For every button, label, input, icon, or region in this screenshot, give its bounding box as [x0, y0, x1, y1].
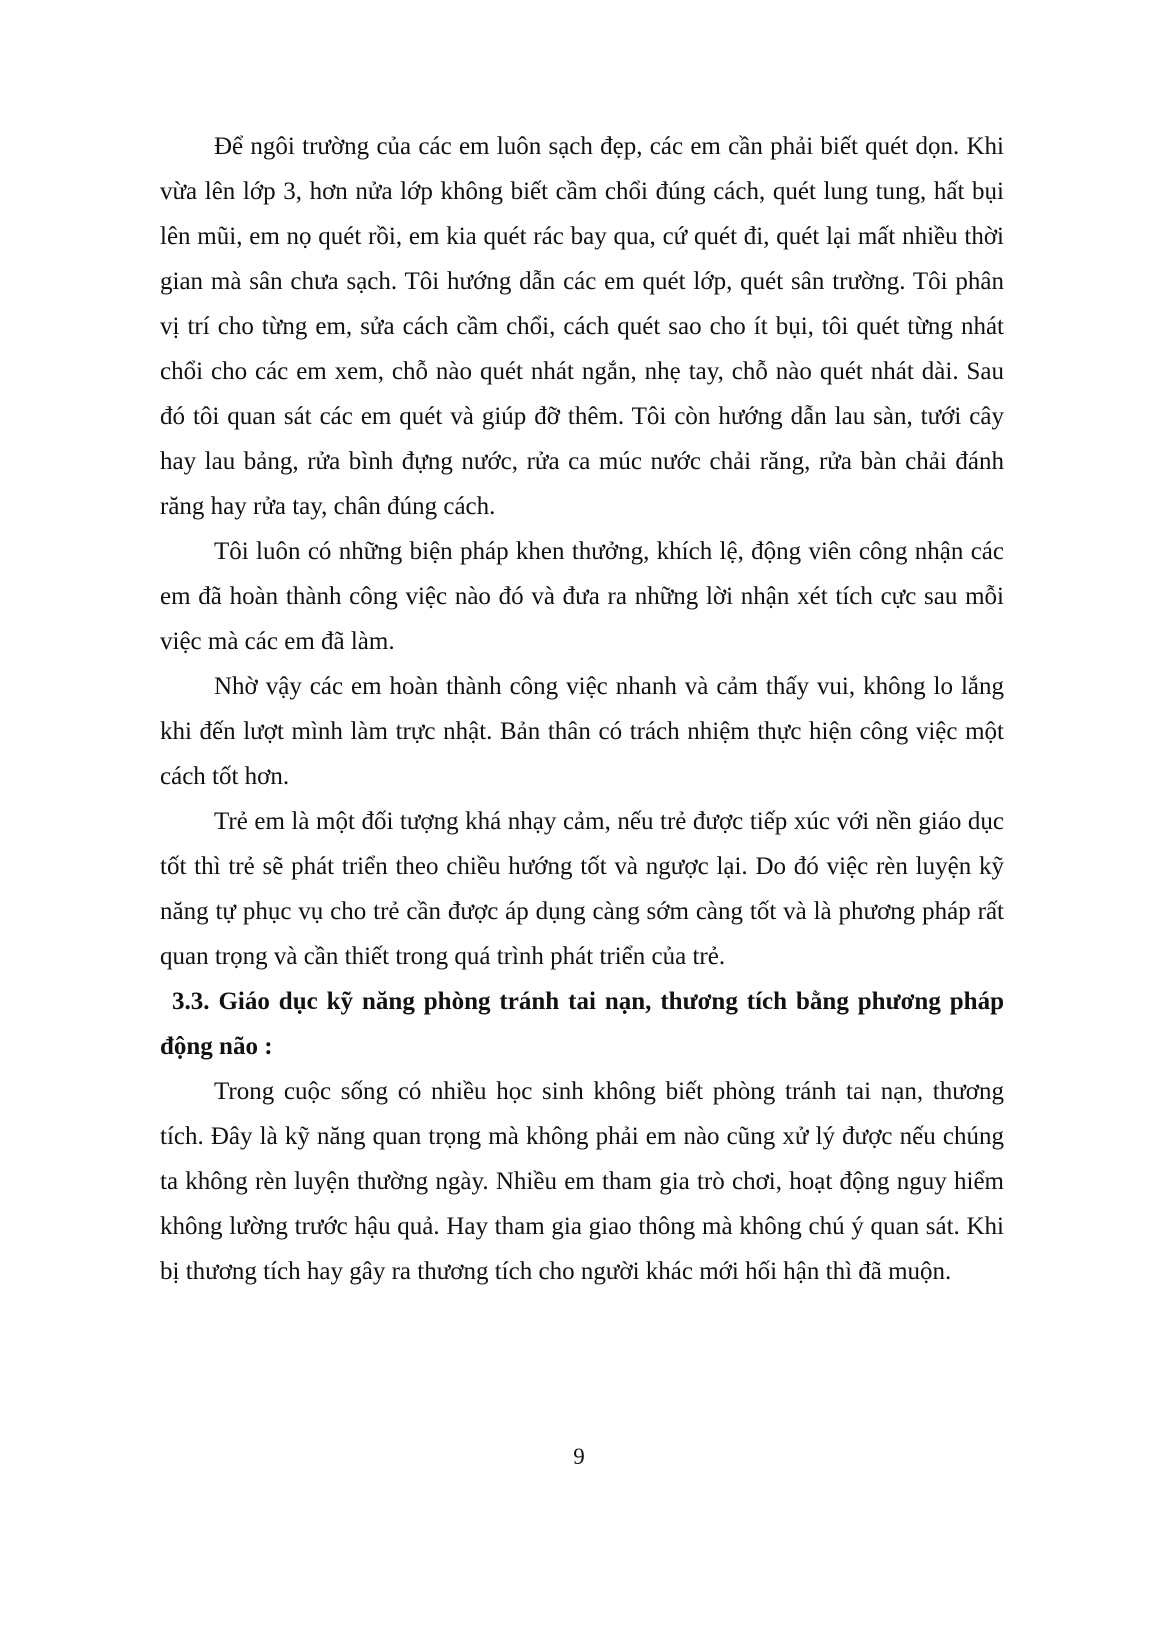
paragraph-result: Nhờ vậy các em hoàn thành công việc nhanh và cảm thấy vui, không lo lắng khi đến lượt mình làm trực nhật. Bản thân có trách nhiệm thực hiện công việc một cách tốt hơn. [160, 673, 1004, 790]
page-number: 9 [573, 1444, 585, 1469]
paragraph-accident-prevention: Trong cuộc sống có nhiều học sinh không biết phòng tránh tai nạn, thương tích. Đây là kỹ năng quan trọng mà không phải em nào cũng xử lý được nếu chúng ta không rèn luyện thường ngày. Nhiều em tham gia trò chơi, hoạt động nguy hiểm không lường trước hậu quả. Hay tham gia giao thông mà không chú ý quan sát. Khi bị thương tích hay gây ra thương tích cho người khác mới hối hận thì đã muộn. [160, 1078, 1004, 1285]
paragraph-cleaning-guidance: Để ngôi trường của các em luôn sạch đẹp, các em cần phải biết quét dọn. Khi vừa lên lớp 3, hơn nửa lớp không biết cầm chổi đúng cách, quét lung tung, hất bụi lên mũi, em nọ quét rồi, em kia quét rác bay qua, cứ quét đi, quét lại mất nhiều thời gian mà sân chưa sạch. Tôi hướng dẫn các em quét lớp, quét sân trường. Tôi phân vị trí cho từng em, sửa cách cầm chổi, cách quét sao cho ít bụi, tôi quét từng nhát chổi cho các em xem, chỗ nào quét nhát ngắn, nhẹ tay, chỗ nào quét nhát dài. Sau đó tôi quan sát các em quét và giúp đỡ thêm. Tôi còn hướng dẫn lau sàn, tưới cây hay lau bảng, rửa bình đựng nước, rửa ca múc nước chải răng, rửa bàn chải đánh răng hay rửa tay, chân đúng cách. [160, 133, 1004, 520]
paragraph-conclusion: Trẻ em là một đối tượng khá nhạy cảm, nếu trẻ được tiếp xúc với nền giáo dục tốt thì trẻ sẽ phát triển theo chiều hướng tốt và ngược lại. Do đó việc rèn luyện kỹ năng tự phục vụ cho trẻ cần được áp dụng càng sớm càng tốt và là phương pháp rất quan trọng và cần thiết trong quá trình phát triển của trẻ. [160, 808, 1004, 970]
section-heading-3-3: 3.3. Giáo dục kỹ năng phòng tránh tai nạn, thương tích bằng phương pháp động não : [160, 988, 1004, 1060]
paragraph-praise-measures: Tôi luôn có những biện pháp khen thưởng, khích lệ, động viên công nhận các em đã hoàn thành công việc nào đó và đưa ra những lời nhận xét tích cực sau mỗi việc mà các em đã làm. [160, 538, 1004, 655]
page-body [160, 124, 1004, 1294]
